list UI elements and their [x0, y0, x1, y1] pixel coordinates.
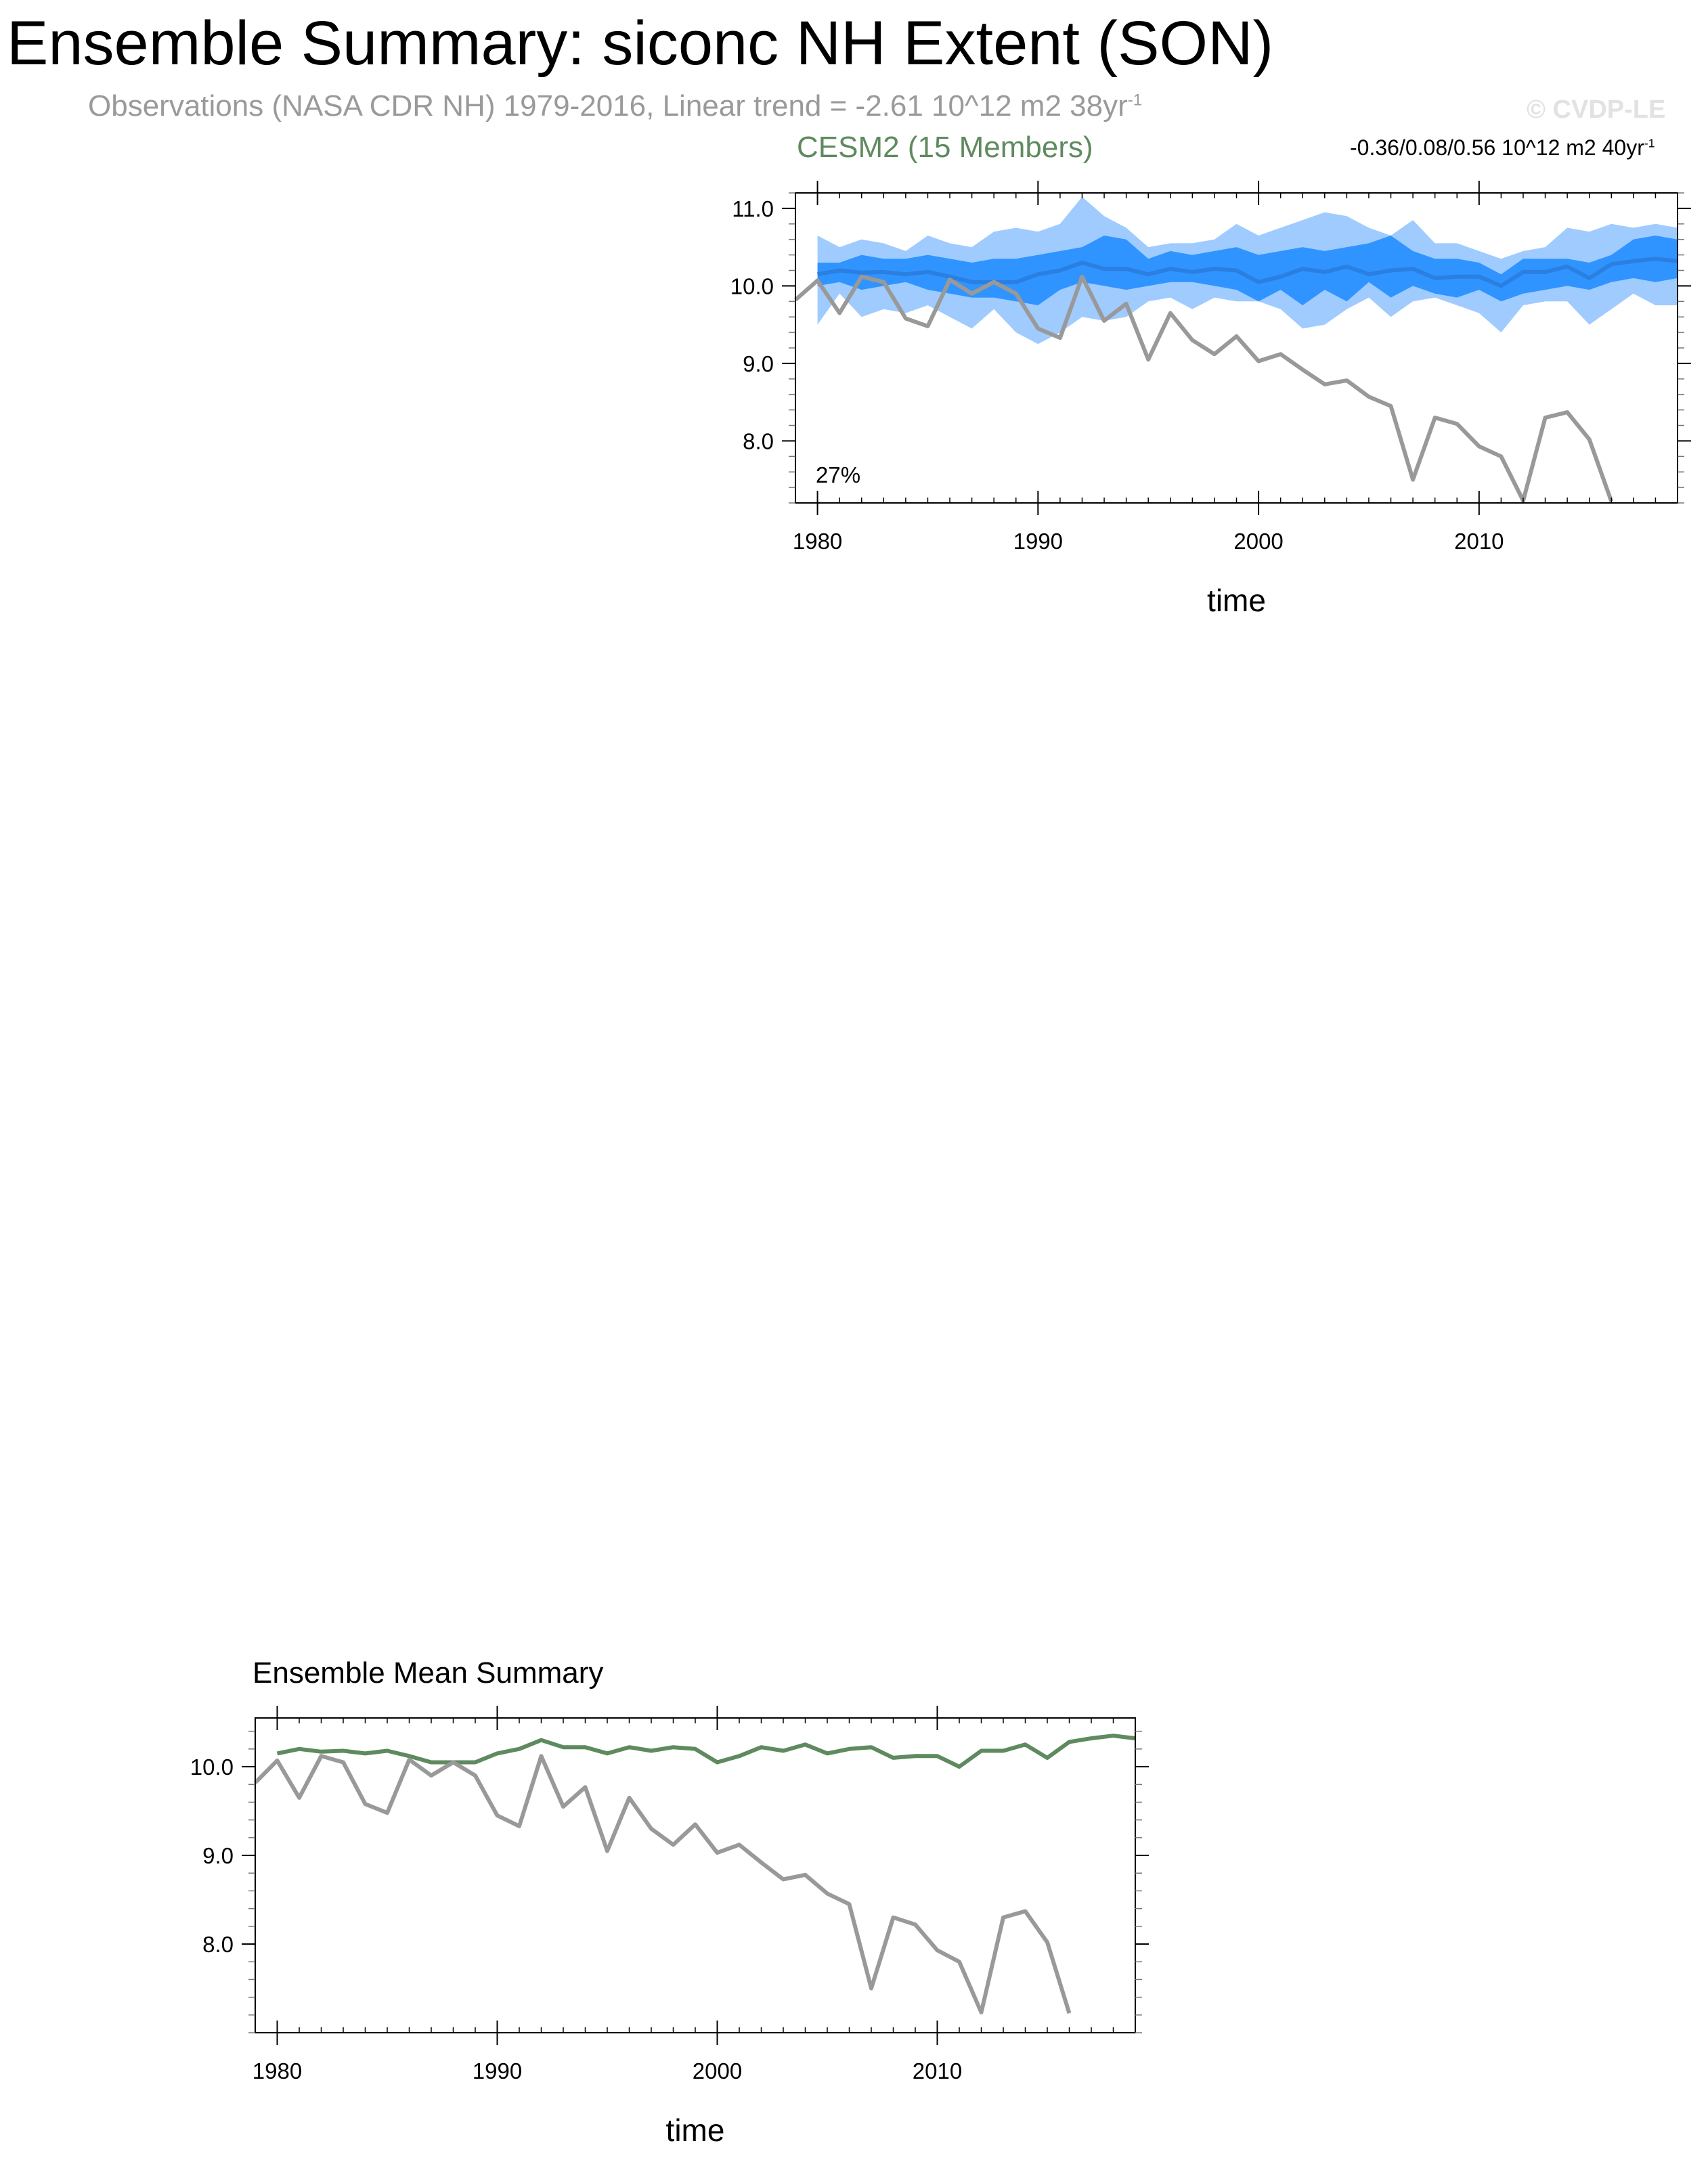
y-tick-label: 10.0: [190, 1755, 234, 1780]
y-tick-label: 8.0: [202, 1932, 234, 1958]
ensemble-mean-chart: [190, 1706, 1149, 2148]
x-axis-label: time: [665, 2113, 725, 2148]
model-title: CESM2 (15 Members): [797, 131, 1093, 164]
percent-annotation: 27%: [816, 462, 861, 487]
observations-line: [255, 1756, 1070, 2013]
y-tick-label: 8.0: [743, 428, 774, 454]
x-tick-label: 1990: [1013, 529, 1064, 554]
trend-range-exponent: -1: [1644, 136, 1655, 150]
x-tick-label: 2000: [1233, 529, 1284, 554]
ensemble-mean-title: Ensemble Mean Summary: [253, 1656, 604, 1690]
x-tick-label: 1990: [472, 2058, 523, 2083]
x-tick-label: 1980: [792, 529, 843, 554]
y-tick-label: 9.0: [202, 1843, 234, 1869]
ensemble-mean-line: [278, 1736, 1136, 1767]
watermark: © CVDP-LE: [1527, 95, 1666, 124]
y-tick-label: 10.0: [730, 273, 774, 299]
x-tick-label: 1980: [252, 2058, 303, 2083]
y-tick-label: 11.0: [732, 196, 774, 221]
trend-range-text: -0.36/0.08/0.56 10^12 m2 40yr: [1350, 135, 1644, 160]
observations-subtitle-exponent: -1: [1127, 91, 1143, 110]
x-tick-label: 2010: [1454, 529, 1504, 554]
plot-frame: [255, 1718, 1135, 2033]
member-spread-chart: [730, 181, 1691, 618]
main-title: Ensemble Summary: siconc NH Extent (SON): [7, 9, 1274, 78]
x-axis-label: time: [1207, 583, 1266, 618]
x-tick-label: 2000: [692, 2058, 743, 2083]
y-tick-label: 9.0: [743, 351, 774, 376]
observations-subtitle-text: Observations (NASA CDR NH) 1979-2016, Linear trend = -2.61 10^12 m2 38yr: [88, 89, 1128, 123]
x-tick-label: 2010: [912, 2058, 963, 2083]
